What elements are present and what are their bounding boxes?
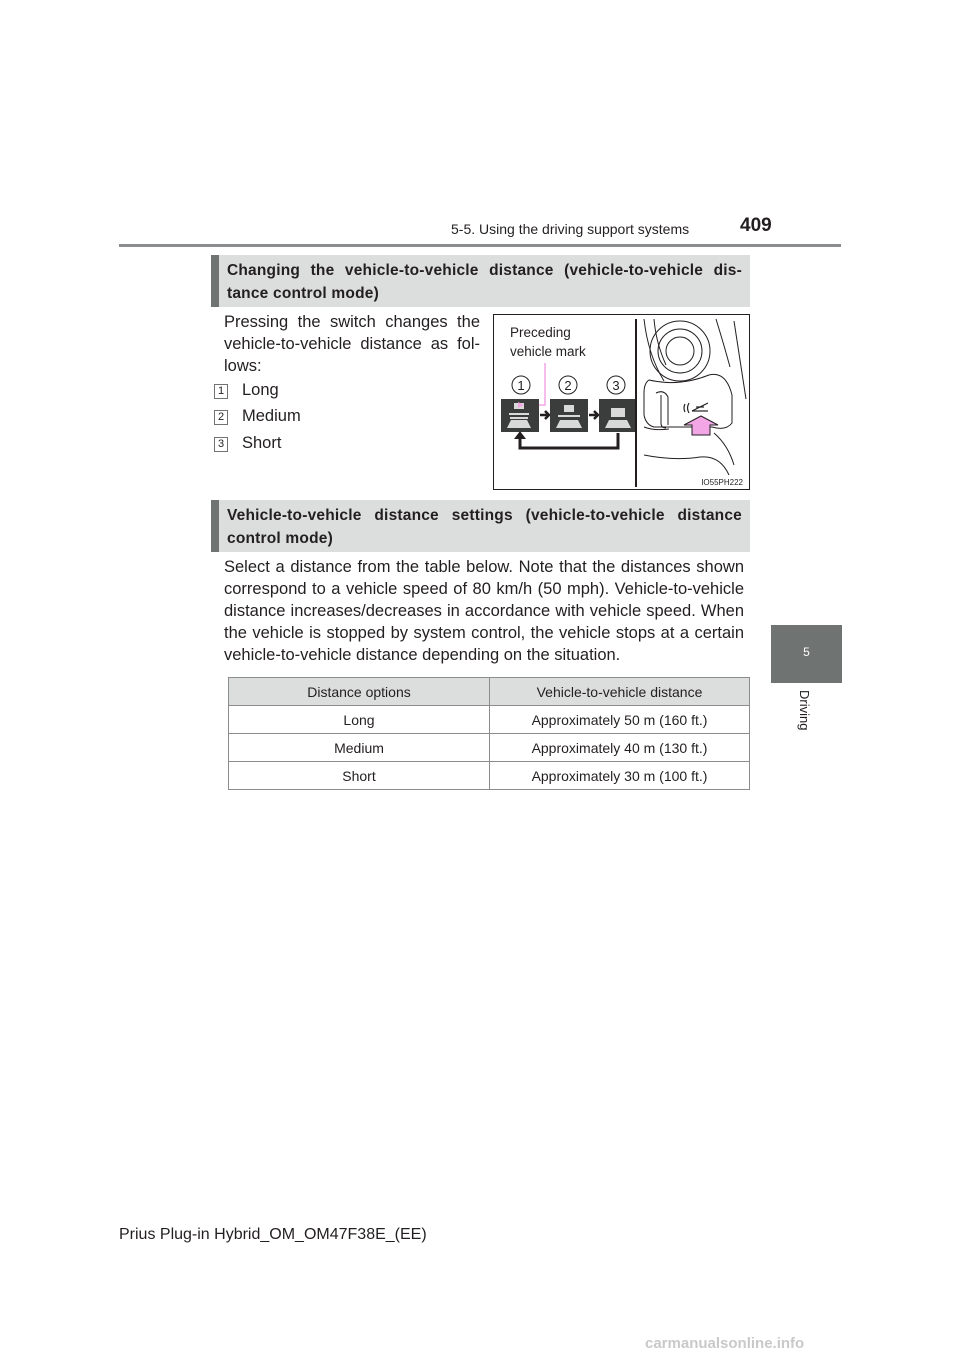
table-cell: Long bbox=[229, 706, 490, 734]
section-heading-distance-settings: Vehicle-to-vehicle distance settings (vehicle-to-vehicle distance control mode) bbox=[211, 500, 750, 552]
chapter-title-vertical bbox=[776, 690, 836, 750]
display-short bbox=[599, 399, 637, 432]
distance-switch-illustration bbox=[493, 314, 750, 490]
callout-label-line2: vehicle mark bbox=[510, 344, 586, 359]
running-header: 5-5. Using the driving support systems bbox=[451, 221, 690, 237]
svg-text:3: 3 bbox=[612, 378, 620, 393]
chapter-title: Driving bbox=[797, 690, 812, 731]
illustration-graphic bbox=[494, 315, 749, 489]
list-item-label: Short bbox=[242, 434, 282, 452]
press-arrow-icon bbox=[684, 416, 718, 435]
step-circle-3 bbox=[607, 376, 625, 394]
arrow-right-icon bbox=[589, 411, 598, 419]
display-medium bbox=[550, 399, 588, 432]
step-number-badge: 3 bbox=[214, 437, 228, 452]
step-number-badge: 1 bbox=[214, 384, 228, 399]
section-text-distance-settings: Select a distance from the table below. Note that the distances shown correspond to a vehicle speed of 80 km/h (50 mph). Vehicle-to-vehicle distance increases/decreases in accordance with vehicle speed. When the vehicle is stopped by system control, the vehicle stops at a certain vehicle-to-vehicle distance depending on the situation. bbox=[224, 558, 744, 664]
list-item-label: Medium bbox=[242, 407, 301, 425]
table-row bbox=[229, 762, 750, 790]
distance-switch-icon bbox=[684, 403, 708, 413]
chapter-tab bbox=[771, 625, 842, 683]
step-circle-1 bbox=[512, 376, 530, 394]
section-heading-distance-change: Changing the vehicle-to-vehicle distance (vehicle-to-vehicle dis-tance control mode) bbox=[211, 255, 750, 307]
chapter-number: 5 bbox=[803, 645, 810, 659]
step-number-badge: 2 bbox=[214, 410, 228, 425]
list-item-label: Long bbox=[242, 381, 279, 399]
svg-text:1: 1 bbox=[517, 378, 525, 393]
header-divider bbox=[119, 244, 841, 247]
callout-label-line1: Preceding bbox=[510, 325, 571, 340]
table-cell: Approximately 30 m (100 ft.) bbox=[490, 762, 750, 790]
table-cell: Approximately 50 m (160 ft.) bbox=[490, 706, 750, 734]
watermark: carmanualsonline.info bbox=[645, 1335, 805, 1352]
column-header: Vehicle-to-vehicle distance bbox=[490, 678, 750, 706]
column-header: Distance options bbox=[229, 678, 490, 706]
table-cell: Approximately 40 m (130 ft.) bbox=[490, 734, 750, 762]
table-row bbox=[229, 734, 750, 762]
section-text-distance-change: Pressing the switch changes the vehicle-to-vehicle distance as fol-lows: bbox=[224, 313, 480, 375]
table-cell: Medium bbox=[229, 734, 490, 762]
step-circle-2 bbox=[559, 376, 577, 394]
table-header-row bbox=[229, 678, 750, 706]
arrow-up-icon bbox=[514, 431, 526, 439]
table-cell: Short bbox=[229, 762, 490, 790]
document-footer: Prius Plug-in Hybrid_OM_OM47F38E_(EE) bbox=[119, 1226, 427, 1243]
table-row bbox=[229, 706, 750, 734]
steering-switch-drawing bbox=[644, 319, 746, 475]
page-number: 409 bbox=[740, 215, 772, 236]
arrow-right-icon bbox=[540, 411, 549, 419]
svg-text:2: 2 bbox=[564, 378, 572, 393]
distance-settings-table bbox=[228, 677, 750, 790]
figure-code: IO55PH222 bbox=[701, 478, 743, 487]
loop-arrow bbox=[520, 433, 618, 448]
